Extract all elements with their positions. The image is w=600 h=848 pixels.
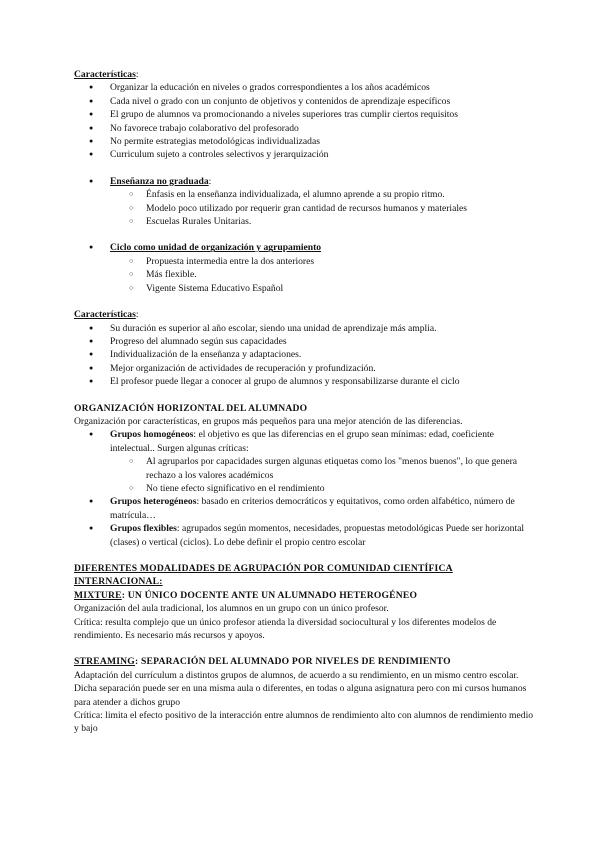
sub-list-item: ○ Más flexible. bbox=[74, 268, 534, 281]
grupos-heterogeneos-item bbox=[74, 495, 534, 522]
caracteristicas-heading-2 bbox=[74, 308, 534, 321]
sub-list-item: ○ Propuesta intermedia entre la dos anteriores bbox=[74, 255, 534, 268]
list-item: ● No permite estrategias metodológicas individualizadas bbox=[74, 135, 534, 148]
grupos-homogeneos-text: : el objetivo es que las diferencias en el grupo sean mínimas: edad, coeficiente intelectual.. Surgen algunas críticas: bbox=[110, 429, 494, 454]
mixture-label: MIXTURE bbox=[74, 589, 122, 601]
document-page bbox=[74, 68, 534, 736]
mixture-heading bbox=[74, 589, 534, 602]
list-item: ● Individualización de la enseñanza y adaptaciones. bbox=[74, 348, 534, 361]
colon: : bbox=[208, 175, 212, 187]
list-item: ● Organizar la educación en niveles o grados correspondientes a los años académicos bbox=[74, 81, 534, 94]
paragraph: Organización del aula tradicional, los alumnos en un grupo con un único profesor. bbox=[74, 603, 389, 615]
paragraph: Organización por características, en grupos más pequeños para una mejor atención de las diferencias. bbox=[74, 415, 463, 427]
streaming-label: STREAMING bbox=[74, 656, 135, 668]
list-item: ● Su duración es superior al año escolar, siendo una unidad de aprendizaje más amplia. bbox=[74, 322, 534, 335]
list-item: ● El grupo de alumnos va promocionando a niveles superiores tras cumplir ciertos requisitos bbox=[74, 108, 534, 121]
sub-list-item: ○ Escuelas Rurales Unitarias. bbox=[74, 215, 534, 228]
ensenanza-no-graduada-item bbox=[74, 175, 534, 188]
streaming-heading bbox=[74, 655, 534, 668]
grupos-flexibles-item bbox=[74, 522, 534, 549]
mixture-title: : UN ÚNICO DOCENTE ANTE UN ALUMNADO HETEROGÉNEO bbox=[121, 589, 418, 601]
list-item: ● El profesor puede llegar a conocer al grupo de alumnos y responsabilizarse durante el ciclo bbox=[74, 375, 534, 388]
caracteristicas-label: Características bbox=[74, 69, 136, 80]
list-item: ● Cada nivel o grado con un conjunto de objetivos y contenidos de aprendizaje específicos bbox=[74, 95, 534, 108]
list-item: ● No favorece trabajo colaborativo del profesorado bbox=[74, 122, 534, 135]
section-title-horizontal: ORGANIZACIÓN HORIZONTAL DEL ALUMNADO bbox=[74, 402, 308, 414]
ciclo-item bbox=[74, 241, 534, 254]
caracteristicas-heading-1 bbox=[74, 68, 534, 81]
sub-list-item: ○ No tiene efecto significativo en el rendimiento bbox=[74, 482, 534, 495]
caracteristicas-label: Características bbox=[74, 309, 136, 321]
grupos-heterogeneos-text: : basado en criterios democráticos y equitativos, como orden alfabético, número de matrícula… bbox=[110, 496, 515, 521]
list-item: ● Curriculum sujeto a controles selectivos y jerarquización bbox=[74, 148, 534, 161]
colon: : bbox=[135, 309, 139, 321]
sub-list-item: ○ Vigente Sistema Educativo Español bbox=[74, 282, 534, 295]
ciclo-title: Ciclo como unidad de organización y agrupamiento bbox=[110, 242, 322, 254]
grupos-flexibles-text: : agrupados según momentos, necesidades, propuestas metodológicas Puede ser horizontal (clases) o vertical (ciclos). Lo debe definir el propio centro escolar bbox=[110, 523, 525, 548]
colon: : bbox=[135, 69, 139, 80]
list-item: ● Mejor organización de actividades de recuperación y profundización. bbox=[74, 362, 534, 375]
grupos-heterogeneos-label: Grupos heterogéneos bbox=[110, 496, 197, 508]
grupos-homogeneos-item bbox=[74, 428, 534, 455]
sub-list-item: ○ Al agruparlos por capacidades surgen algunas etiquetas como los "menos buenos", lo que genera rechazo a los valores académicos bbox=[74, 455, 534, 482]
streaming-title: : SEPARACIÓN DEL ALUMNADO POR NIVELES DE RENDIMIENTO bbox=[134, 656, 451, 668]
grupos-flexibles-label: Grupos flexibles bbox=[110, 523, 177, 535]
sub-list-item: ○ Modelo poco utilizado por requerir gran cantidad de recursos humanos y materiales bbox=[74, 202, 534, 215]
section-title-modalidades: DIFERENTES MODALIDADES DE AGRUPACIÓN POR COMUNIDAD CIENTÍFICA INTERNACIONAL: bbox=[74, 563, 453, 588]
ensenanza-no-graduada-title: Enseñanza no graduada bbox=[110, 175, 209, 187]
paragraph: Crítica: resulta complejo que un único profesor atienda la diversidad sociocultural y los diferentes modelos de rendimiento. Es necesario más recursos y apoyos. bbox=[74, 616, 497, 642]
grupos-homogeneos-label: Grupos homogéneos bbox=[110, 429, 194, 441]
paragraph: Adaptación del currículum a distintos grupos de alumnos, de acuerdo a su rendimiento, en un mismo centro escolar. Dicha separación puede ser en una misma aula o diferentes, en todas o alguna asignatura pero con mi cursos humanos para atender a dichos grupo bbox=[74, 669, 527, 708]
list-item: ● Progreso del alumnado según sus capacidades bbox=[74, 335, 534, 348]
paragraph: Crítica: limita el efecto positivo de la interacción entre alumnos de rendimiento alto con alumnos de rendimiento medio y bajo bbox=[74, 710, 534, 735]
sub-list-item: ○ Énfasis en la enseñanza individualizada, el alumno aprende a su propio ritmo. bbox=[74, 188, 534, 201]
